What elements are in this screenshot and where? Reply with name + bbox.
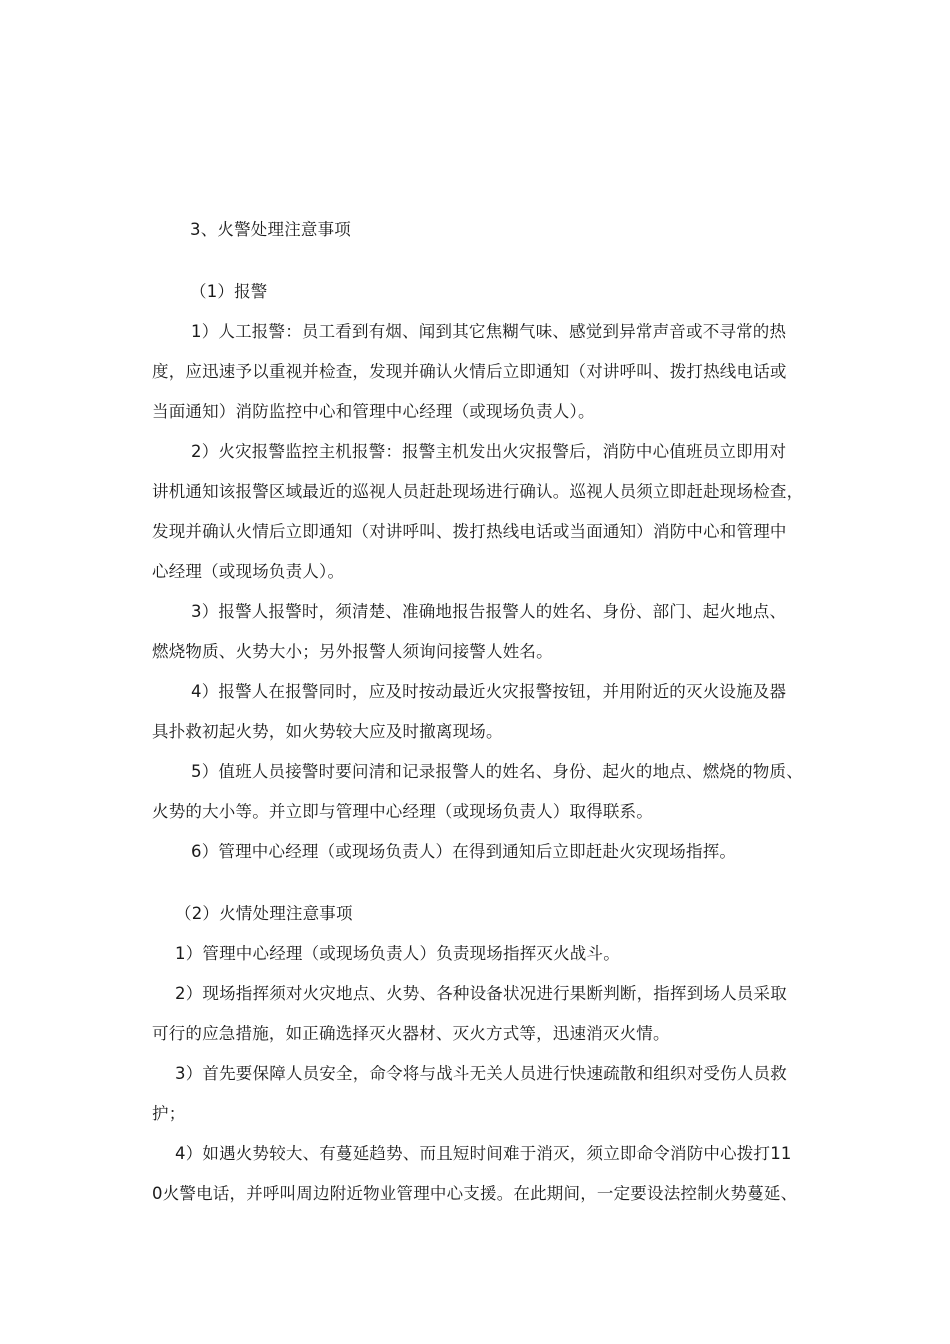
paragraph-line: 5）值班人员接警时要问清和记录报警人的姓名、身份、起火的地点、燃烧的物质、 [191,762,803,781]
paragraph-line: 心经理（或现场负责人）。 [152,562,345,581]
paragraph-line: 燃烧物质、火势大小；另外报警人须询问接警人姓名。 [152,642,553,661]
paragraph-line: 当面通知）消防监控中心和管理中心经理（或现场负责人）。 [152,402,595,421]
paragraph-line: 3）报警人报警时，须清楚、准确地报告报警人的姓名、身份、部门、起火地点、 [191,602,787,621]
paragraph-line: 讲机通知该报警区域最近的巡视人员赶赴现场进行确认。巡视人员须立即赶赴现场检查， [152,482,804,501]
paragraph-line: 2）现场指挥须对火灾地点、火势、各种设备状况进行果断判断，指挥到场人员采取 [175,984,787,1003]
subsection-heading: （1）报警 [190,282,268,301]
paragraph-line: 火势的大小等。并立即与管理中心经理（或现场负责人）取得联系。 [152,802,653,821]
paragraph-line: 1）人工报警：员工看到有烟、闻到其它焦糊气味、感觉到异常声音或不寻常的热 [191,322,787,341]
paragraph-line: 1）管理中心经理（或现场负责人）负责现场指挥灭火战斗。 [175,944,620,963]
paragraph-line: 护； [152,1104,186,1123]
paragraph-line: 2）火灾报警监控主机报警：报警主机发出火灾报警后，消防中心值班员立即用对 [191,442,787,461]
section-heading: 3、火警处理注意事项 [190,220,351,239]
paragraph-line: 发现并确认火情后立即通知（对讲呼叫、拨打热线电话或当面通知）消防中心和管理中 [152,522,787,541]
paragraph-line: 6）管理中心经理（或现场负责人）在得到通知后立即赶赴火灾现场指挥。 [191,842,737,861]
paragraph-line: 具扑救初起火势，如火势较大应及时撤离现场。 [152,722,503,741]
paragraph-line: 可行的应急措施，如正确选择灭火器材、灭火方式等，迅速消灭火情。 [152,1024,670,1043]
paragraph-line: 4）报警人在报警同时，应及时按动最近火灾报警按钮，并用附近的灭火设施及器 [191,682,787,701]
paragraph-line: 度，应迅速予以重视并检查，发现并确认火情后立即通知（对讲呼叫、拨打热线电话或 [152,362,787,381]
paragraph-line: 0火警电话，并呼叫周边附近物业管理中心支援。在此期间，一定要设法控制火势蔓延、 [152,1184,798,1203]
subsection-heading: （2）火情处理注意事项 [175,904,353,923]
paragraph-line: 4）如遇火势较大、有蔓延趋势、而且短时间难于消灭，须立即命令消防中心拨打11 [175,1144,792,1163]
paragraph-line: 3）首先要保障人员安全，命令将与战斗无关人员进行快速疏散和组织对受伤人员救 [175,1064,787,1083]
